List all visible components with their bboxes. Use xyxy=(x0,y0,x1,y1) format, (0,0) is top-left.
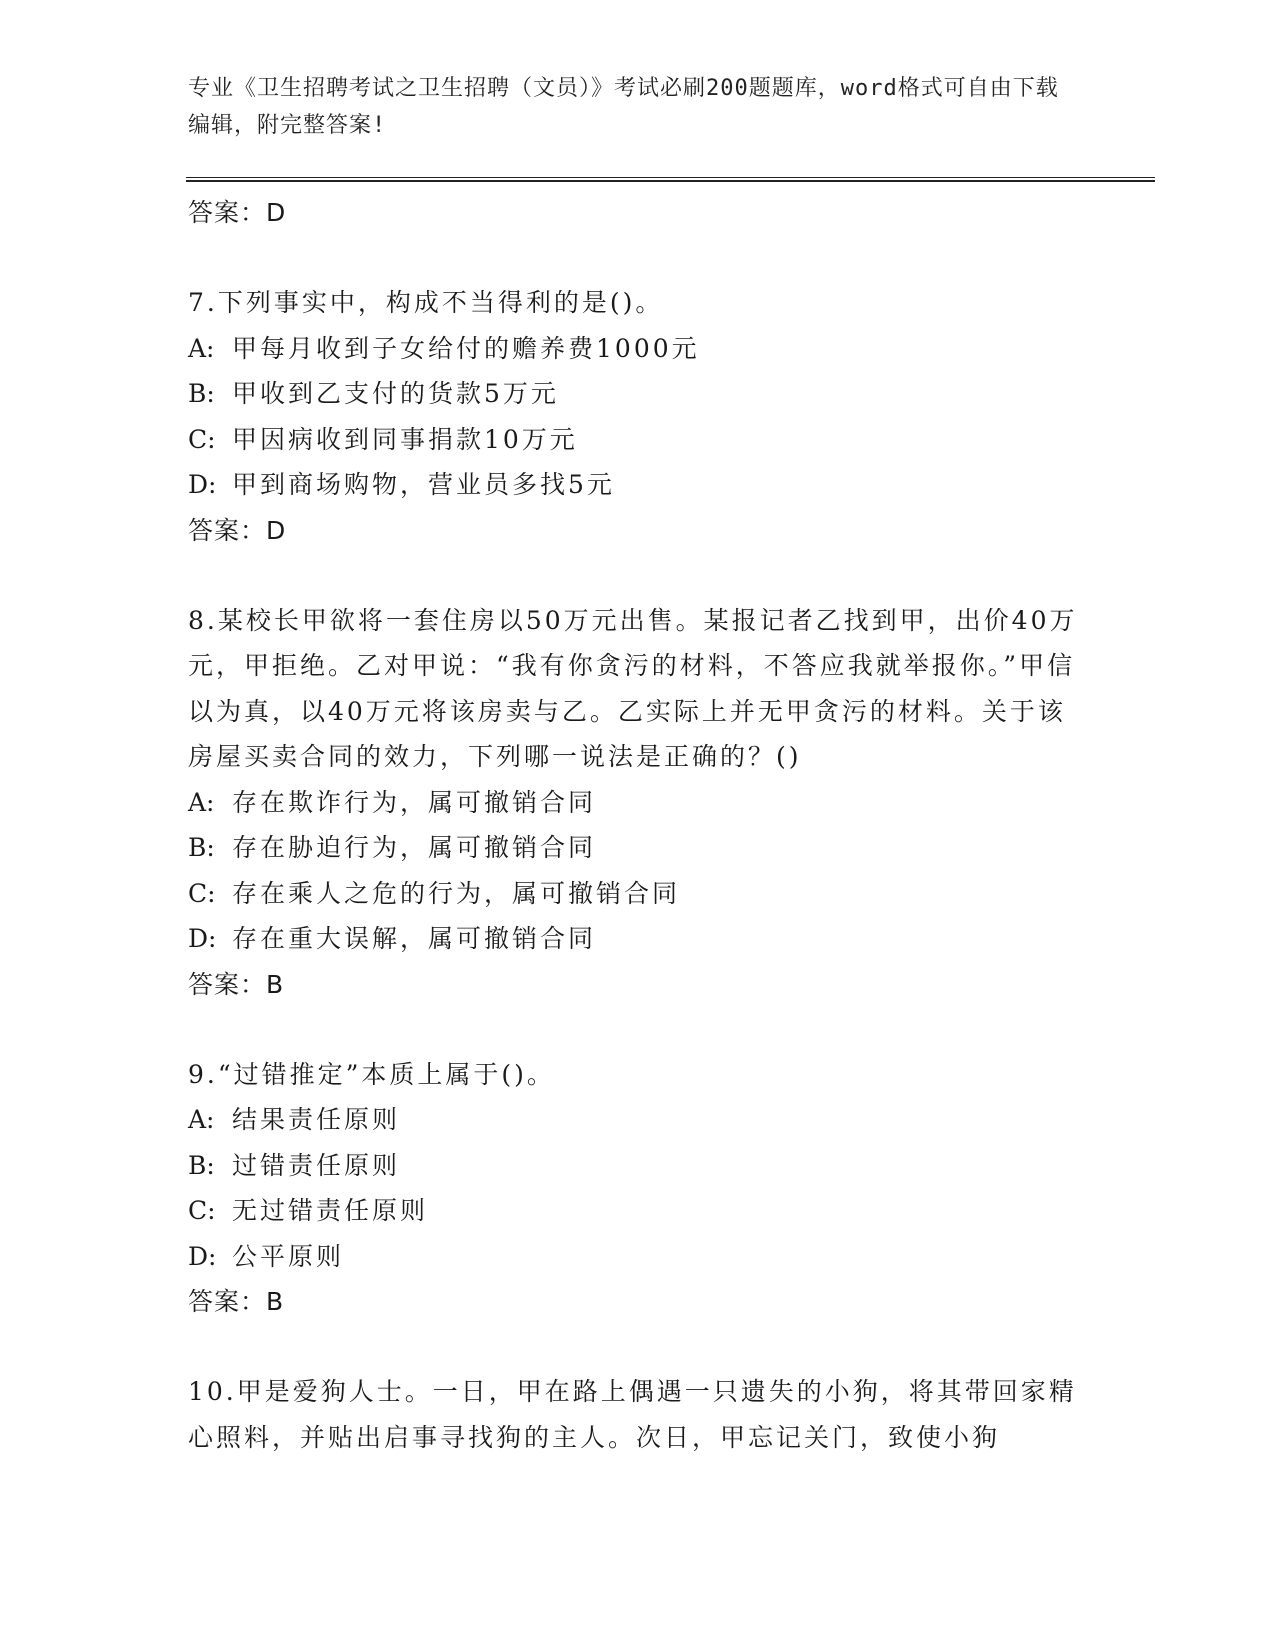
option-text: 公平原则 xyxy=(232,1241,345,1271)
question-stem: 7.下列事实中，构成不当得利的是()。 xyxy=(188,288,664,317)
header-divider-thin xyxy=(186,177,1155,178)
option-text: 无过错责任原则 xyxy=(232,1196,429,1225)
option-text: 甲每月收到子女给付的赡养费1000元 xyxy=(232,333,700,363)
header-divider-thick xyxy=(186,180,1155,182)
option-letter: B: xyxy=(188,379,215,408)
option-b xyxy=(188,825,1088,871)
option-b xyxy=(188,1143,1088,1189)
option-text: 过错责任原则 xyxy=(232,1150,401,1180)
spacer xyxy=(188,1007,1088,1052)
document-header: 专业《卫生招聘考试之卫生招聘（文员）》考试必刷200题题库，word格式可自由下载编辑，附完整答案! xyxy=(188,76,1059,138)
option-text: 甲到商场购物，营业员多找5元 xyxy=(232,470,615,499)
answer-label: 答案：B xyxy=(188,1287,285,1316)
answer-label: 答案：D xyxy=(188,515,287,545)
question-9 xyxy=(188,1052,1088,1325)
option-letter: A: xyxy=(188,1105,215,1134)
option-text: 存在欺诈行为，属可撤销合同 xyxy=(232,787,597,817)
option-a xyxy=(188,1097,1088,1143)
option-d xyxy=(188,916,1088,962)
option-a xyxy=(188,780,1088,826)
answer-label: 答案：B xyxy=(188,969,285,999)
option-text: 结果责任原则 xyxy=(232,1105,401,1134)
option-c xyxy=(188,1188,1088,1234)
question-10 xyxy=(188,1369,1088,1460)
document-body xyxy=(188,190,1088,1460)
spacer xyxy=(188,235,1088,280)
option-letter: C: xyxy=(188,878,216,908)
option-letter: A: xyxy=(188,787,215,817)
option-d xyxy=(188,1234,1088,1280)
option-letter: C: xyxy=(188,1196,216,1225)
spacer xyxy=(188,553,1088,598)
option-letter: C: xyxy=(188,424,216,454)
option-letter: A: xyxy=(188,333,215,363)
answer-label: 答案：D xyxy=(188,198,287,227)
question-7 xyxy=(188,280,1088,553)
option-letter: D: xyxy=(188,1241,217,1271)
question-stem: 9.“过错推定”本质上属于()。 xyxy=(188,1059,555,1089)
question-stem: 10.甲是爱狗人士。一日，甲在路上偶遇一只遗失的小狗，将其带回家精心照料，并贴出启事寻找狗的主人。次日，甲忘记关门，致使小狗 xyxy=(188,1377,1077,1452)
option-c xyxy=(188,871,1088,917)
option-d xyxy=(188,462,1088,508)
option-text: 存在胁迫行为，属可撤销合同 xyxy=(232,833,597,862)
option-letter: B: xyxy=(188,1150,215,1180)
question-8 xyxy=(188,598,1088,1007)
option-c xyxy=(188,417,1088,463)
option-text: 甲因病收到同事捐款10万元 xyxy=(232,424,578,454)
option-letter: D: xyxy=(188,924,217,953)
option-letter: D: xyxy=(188,470,217,499)
spacer xyxy=(188,1324,1088,1369)
option-text: 甲收到乙支付的货款5万元 xyxy=(232,379,559,408)
question-stem: 8.某校长甲欲将一套住房以50万元出售。某报记者乙找到甲，出价40万元，甲拒绝。乙对甲说：“我有你贪污的材料，不答应我就举报你。”甲信以为真，以40万元将该房卖与乙。乙实际上并无甲贪污的材料。关于该房屋买卖合同的效力，下列哪一说法是正确的？() xyxy=(188,605,1078,771)
option-b xyxy=(188,371,1088,417)
option-letter: B: xyxy=(188,833,215,862)
option-text: 存在乘人之危的行为，属可撤销合同 xyxy=(232,878,681,908)
option-a xyxy=(188,326,1088,372)
option-text: 存在重大误解，属可撤销合同 xyxy=(232,924,597,953)
